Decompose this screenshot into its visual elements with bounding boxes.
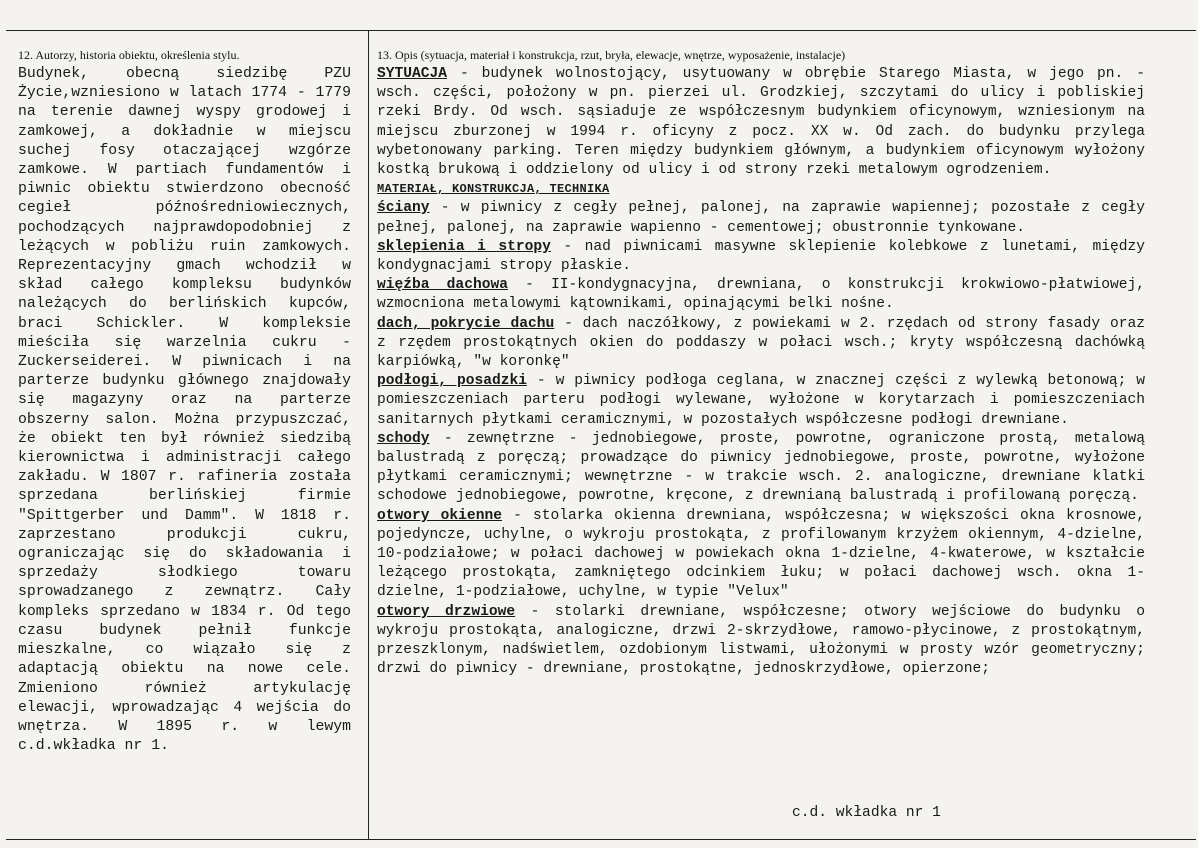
sytuacja-text: - budynek wolnostojący, usytuowany w obrębie Starego Miasta, w jego pn. - wsch. części, położony w pn. pierzei ul. Grodzkiej, szczytami do ulicy i pobliskiej rzeki Brdy. Od wsch. sąsiaduje ze współczesnym budynkiem oficynowym, wzniesionym na miejscu zburzonej w 1994 r. oficyny z pocz. XX w. Od zach. do budynku przylega wybetonowany parking. Teren między budynkiem głównym, a budynkiem oficynowym wyłożony kostką brukową i oddzielony od ulicy i od strony rzeki metalowym ogrodzeniem.: [377, 66, 1145, 179]
sytuacja-label: SYTUACJA: [377, 66, 448, 82]
description-heading: 13. Opis (sytuacja, materiał i konstrukcja, rzut, bryła, elewacje, wnętrze, wyposażenie, instalacje): [377, 48, 846, 62]
podlogi-text: - w piwnicy podłoga ceglana, w znacznej części z wylewką betonową; w pomieszczeniach parteru podłogi wylewane, wyłożone w korytarzach i pomieszczeniach sanitarnych płytkami ceramicznymi, w pozostałych współczesne podłogi drewniane.: [377, 373, 1145, 428]
okienne-text: - stolarka okienna drewniana, współczesna; w większości okna krosnowe, pojedyncze, uchylne, o wykroju prostokąta, z profilowanym krzyżem okiennym, 4-dzielne, 10-podziałowe; w połaci dachowej w powiekach okna 1-dzielne, 4-kwaterowe, w kształcie leżącego prostokąta, zamkniętego odcinkiem łuku; w połaci dachowej wsch. okna 1-dzielne, 1-podziałowe, uchylne, w typie "Velux": [377, 507, 1145, 601]
history-column: [18, 48, 351, 756]
sklepienia-paragraph: [377, 238, 1145, 276]
drzwiowe-paragraph: [377, 603, 1145, 680]
material-section: [377, 180, 1145, 199]
dach-text: - dach naczółkowy, z powiekami w 2. rzędach od strony fasady oraz z rzędem prostokątnych okien do poddaszy w połaci wsch.; kryty współczesną dachówką karpiówką, "w koronkę": [377, 315, 1145, 371]
schody-paragraph: [377, 430, 1145, 507]
okienne-label: otwory okienne: [377, 507, 502, 524]
column-divider: [368, 30, 369, 840]
description-column: [377, 48, 1145, 680]
sklepienia-label: sklepienia i stropy: [377, 238, 551, 255]
podlogi-label: podłogi, posadzki: [377, 373, 528, 390]
continuation-note: c.d. wkładka nr 1: [792, 805, 941, 821]
dach-label: dach, pokrycie dachu: [377, 315, 555, 332]
dach-paragraph: [377, 315, 1145, 373]
sklepienia-text: - nad piwnicami masywne sklepienie kolebkowe z lunetami, między kondygnacjami stropy płaskie.: [377, 238, 1145, 275]
drzwiowe-label: otwory drzwiowe: [377, 603, 516, 620]
history-text: Budynek, obecną siedzibę PZU Życie,wzniesiono w latach 1774 - 1779 na terenie dawnej wyspy grodowej i zamkowej, a dokładnie w miejscu suchej fosy otaczającej wzgórze zamkowe. W partiach fundamentów i piwnic obiektu stwierdzono obecność cegieł późnośredniowiecznych, pochodzących najprawdopodobniej z leżących w pobliżu ruin zamkowych. Reprezentacyjny gmach wchodził w skład całego kompleksu budynków należących do berlińskich kupców, braci Schickler. W kompleksie mieściła się warzelnia cukru - Zuckerseiderei. W piwnicach i na parterze budynku głównego znajdowały się magazyny oraz na parterze obszerny salon. Można przypuszczać, że obiekt ten był również siedzibą kierownictwa i administracji całego zakładu. W 1807 r. rafineria została sprzedana berlińskiej firmie "Spittgerber und Damm". W 1818 r. zaprzestano produkcji cukru, ograniczając się do składowania i sprzedaży słodkiego towaru sprowadzanego z zewnątrz. Cały kompleks sprzedano w 1834 r. Od tego czasu budynek pełnił funkcje mieszkalne, co wiązało się z adaptacją obiektu na nowe cele. Zmieniono również artykulację elewacji, wprowadzając 4 wejścia do wnętrza. W 1895 r. w lewym c.d.wkładka nr 1.: [18, 66, 351, 755]
sciany-paragraph: [377, 199, 1145, 237]
wiezba-paragraph: [377, 276, 1145, 314]
schody-label: schody: [377, 430, 430, 447]
drzwiowe-text: - stolarki drewniane, współczesne; otwory wejściowe do budynku o wykroju prostokąta, analogiczne, drzwi 2-skrzydłowe, ramowo-płycinowe, z prostokątnym, przeszklonym, nadświetlem, ozdobionym listwami, ułożonymi w prosty wzór geometryczny; drzwi do piwnicy - drewniane, prostokątne, jednoskrzydłowe, opierzone;: [377, 603, 1145, 678]
sciany-text: - w piwnicy z cegły pełnej, palonej, na zaprawie wapiennej; pozostałe z cegły pełnej, palonej, na zaprawie wapienno - cementowej; obustronnie tynkowane.: [377, 200, 1145, 236]
podlogi-paragraph: [377, 372, 1145, 430]
wiezba-text: - II-kondygnacyjna, drewniana, o konstrukcji krokwiowo-płatwiowej, wzmocniona metalowymi kątownikami, opinającymi belki nośne.: [377, 277, 1145, 313]
okienne-paragraph: [377, 507, 1145, 603]
schody-text: - zewnętrzne - jednobiegowe, proste, powrotne, ograniczone prostą, metalową balustradą z poręczą; prowadzące do piwnicy jednobiegowe, proste, powrotne, wyłożone płytkami ceramicznymi; wewnętrzne - w trakcie wsch. 2. analogiczne, drewniane klatki schodowe jednobiegowe, powrotne, kręcone, z drewnianą balustradą i profilowaną poręczą.: [377, 430, 1145, 505]
history-heading: 12. Autorzy, historia obiektu, określenia stylu.: [18, 48, 240, 62]
description-sytuacja: [377, 65, 1145, 180]
sciany-label: ściany: [377, 200, 430, 217]
wiezba-label: więźba dachowa: [377, 277, 508, 294]
material-label: MATERIAŁ, KONSTRUKCJA, TECHNIKA: [377, 182, 610, 197]
